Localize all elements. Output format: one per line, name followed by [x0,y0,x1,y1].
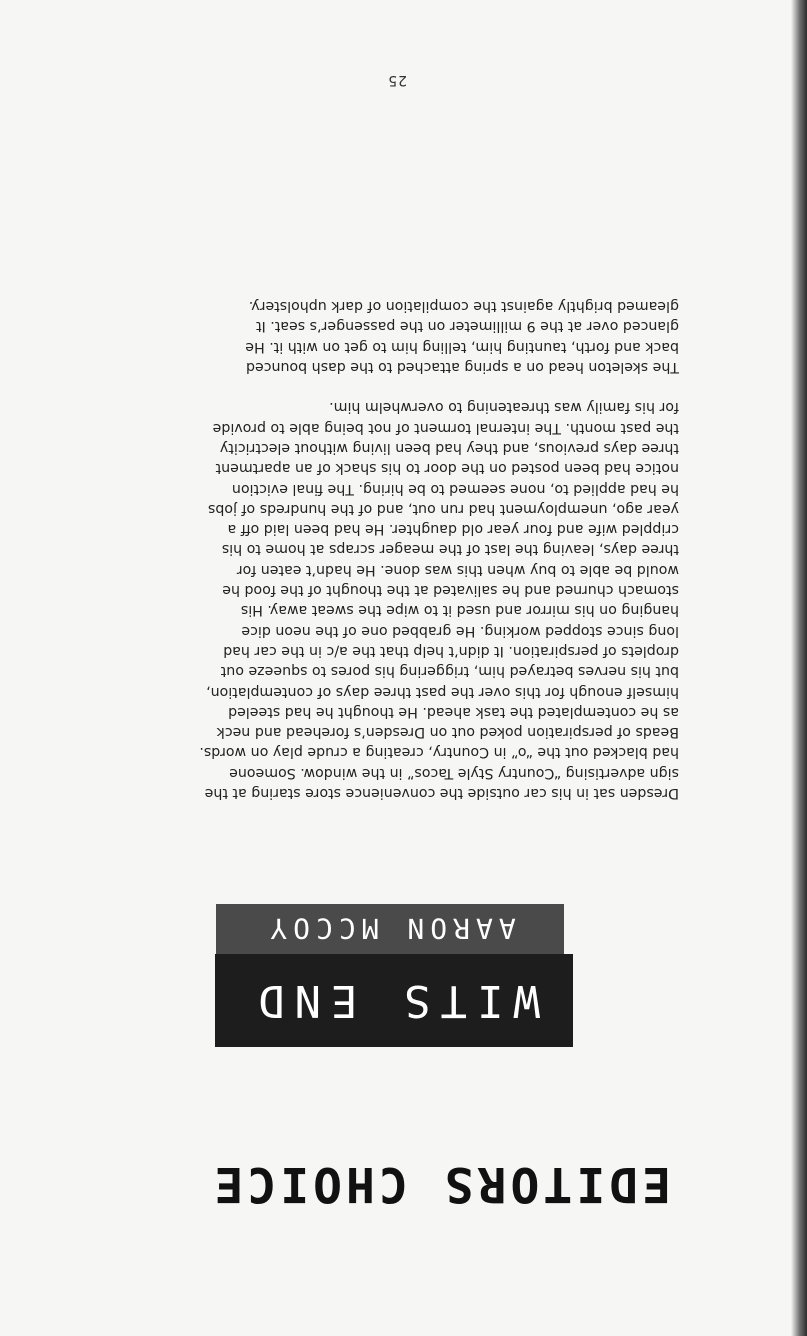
text-line: sign advertising “Country Style Tacos” in the window. Someone [229,764,679,781]
text-line: himself enough for this over the past three days of contemplation, [206,683,679,700]
text-line: The skeleton head on a spring attached to the dash bounced [245,359,679,376]
page-binding-shadow [791,0,807,1336]
paragraph [119,397,679,803]
page-number: 25 [387,72,407,88]
text-line: stomach churned and he salivated at the thought of the food he [222,582,679,599]
text-line: the past month. The internal torment of not being able to provide [212,419,679,436]
text-line: gleamed brightly against the compilation of dark upholstery. [248,298,679,315]
paragraph [119,296,679,377]
text-line: droplets of perspiration. It didn’t help that the a/c in the car had [223,642,679,659]
section-header: EDITORS CHOICE [210,1156,671,1212]
text-line: three days, leaving the last of the meager scraps at home to his [221,541,679,558]
text-line: had blacked out the “o” in Country, creating a crude play on words. [199,744,679,761]
text-line: Dresden sat in his car outside the convenience store staring at the [204,785,679,801]
author-name: AARON MCCOY [264,912,516,946]
text-line: as he contemplated the task ahead. He thought he had steeled [228,703,679,720]
text-line: Beads of perspiration poked out on Dresden’s forehead and neck [216,724,679,741]
text-line: year ago, unemployment had run out, and of the hundreds of jobs [207,500,679,517]
text-line: for his family was threatening to overwhelm him. [329,399,679,416]
text-line: notice had been posted on the door to his shack of an apartment [215,460,679,477]
story-title: WITS END [248,975,540,1026]
text-line: but his nerves betrayed him, triggering his pores to squeeze out [220,663,679,680]
text-line: he had applied to, none seemed to be hiring. The final eviction [231,480,679,497]
text-line: hanging on his mirror and used it to wipe the sweat away. His [240,602,679,619]
text-line: crippled wife and four year old daughter. He had been laid off a [227,521,679,538]
text-line: back and forth, taunting him, telling him to get on with it. He [245,338,679,355]
author-block [216,904,564,954]
text-line: would be able to buy when this was done. He hadn’t eaten for [236,561,679,578]
text-line: glanced over at the 9 millimeter on the passenger’s seat. It [256,318,679,335]
text-line: long since stopped working. He grabbed one of the neon dice [241,622,679,639]
story-title-block [215,954,573,1047]
story-body [119,276,679,803]
text-line: three days previous, and they had been living without electricity [219,439,679,456]
